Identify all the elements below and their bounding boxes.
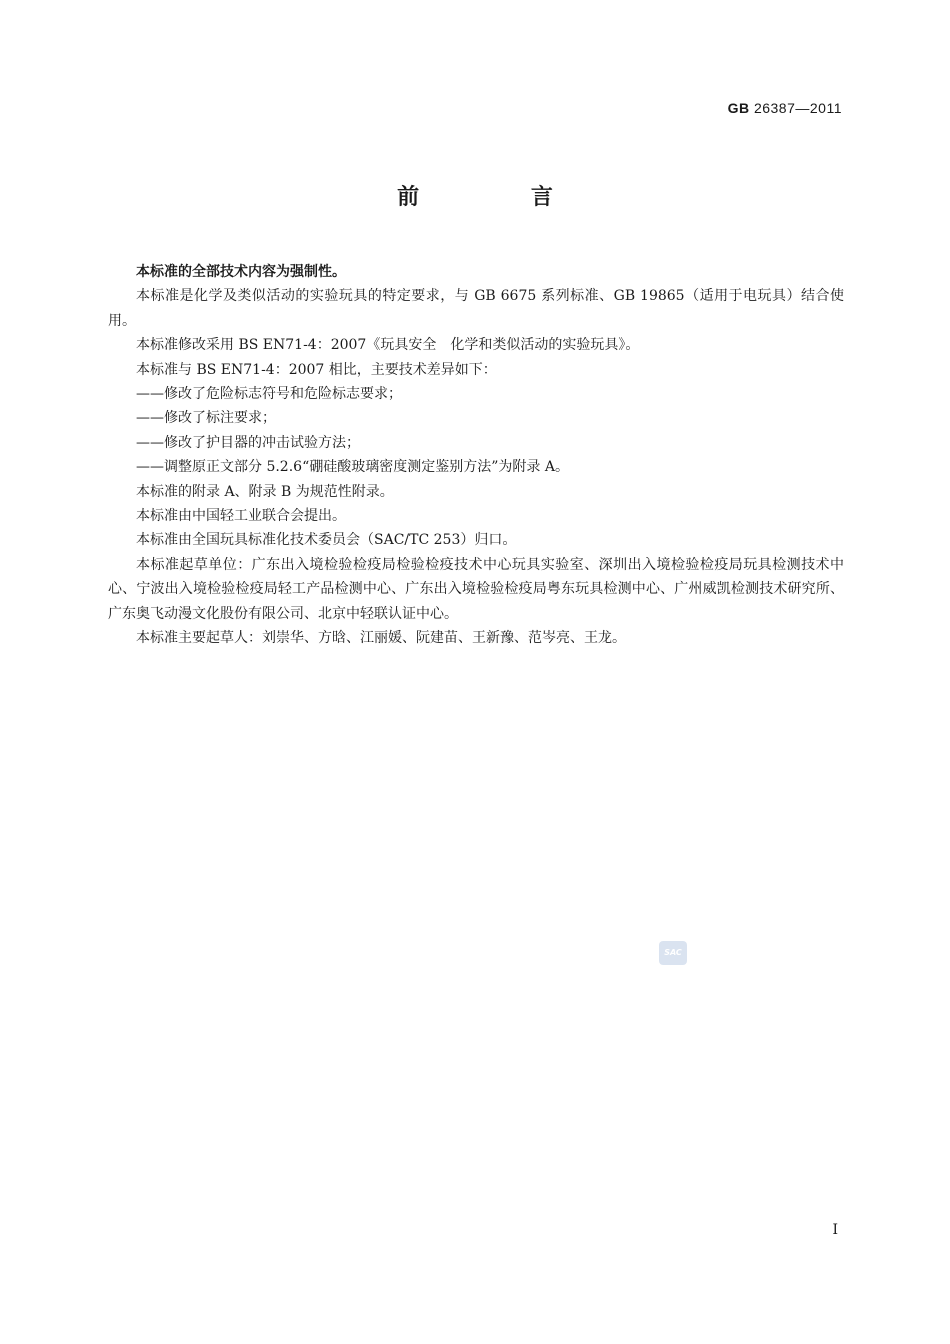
paragraph-committee: 本标准由全国玩具标准化技术委员会（SAC/TC 253）归口。: [136, 532, 517, 549]
difference-item: ——修改了标注要求；: [136, 410, 276, 427]
paragraph-adoption: 本标准修改采用 BS EN71-4：2007《玩具安全 化学和类似活动的实验玩具》。: [136, 337, 640, 354]
page-number: I: [832, 1222, 838, 1238]
standard-prefix: GB: [727, 100, 750, 116]
paragraph-annexes: 本标准的附录 A、附录 B 为规范性附录。: [136, 483, 394, 500]
page-title: 前 言: [397, 185, 605, 210]
difference-item: ——修改了护目器的冲击试验方法；: [136, 434, 360, 451]
difference-item: ——修改了危险标志符号和危险标志要求；: [136, 386, 402, 403]
paragraph-proposer: 本标准由中国轻工业联合会提出。: [136, 508, 346, 525]
paragraph-differences-intro: 本标准与 BS EN71-4：2007 相比，主要技术差异如下：: [136, 361, 497, 378]
paragraph-drafting-units: 本标准起草单位：广东出入境检验检疫局检验检疫技术中心玩具实验室、深圳出入境检验检疫局玩具检测技术中心、宁波出入境检验检疫局轻工产品检测中心、广东出入境检验检疫局粤东玩具检测中心、广州威凯检测技术研究所、广东奥飞动漫文化股份有限公司、北京中轻联认证中心。: [108, 556, 844, 622]
paragraph-mandatory: 本标准的全部技术内容为强制性。: [136, 264, 346, 280]
sac-watermark-logo: SAC: [659, 941, 687, 965]
standard-number: 26387—2011: [753, 100, 842, 116]
paragraph-scope: 本标准是化学及类似活动的实验玩具的特定要求，与 GB 6675 系列标准、GB 19865（适用于电玩具）结合使用。: [108, 288, 844, 329]
paragraph-drafters: 本标准主要起草人：刘崇华、方晗、江丽媛、阮建苗、王新豫、范岑亮、王龙。: [136, 630, 626, 647]
difference-item: ——调整原正文部分 5.2.6“硼硅酸玻璃密度测定鉴别方法”为附录 A。: [136, 459, 569, 476]
foreword-body: [108, 260, 844, 651]
standard-code: [728, 100, 842, 116]
